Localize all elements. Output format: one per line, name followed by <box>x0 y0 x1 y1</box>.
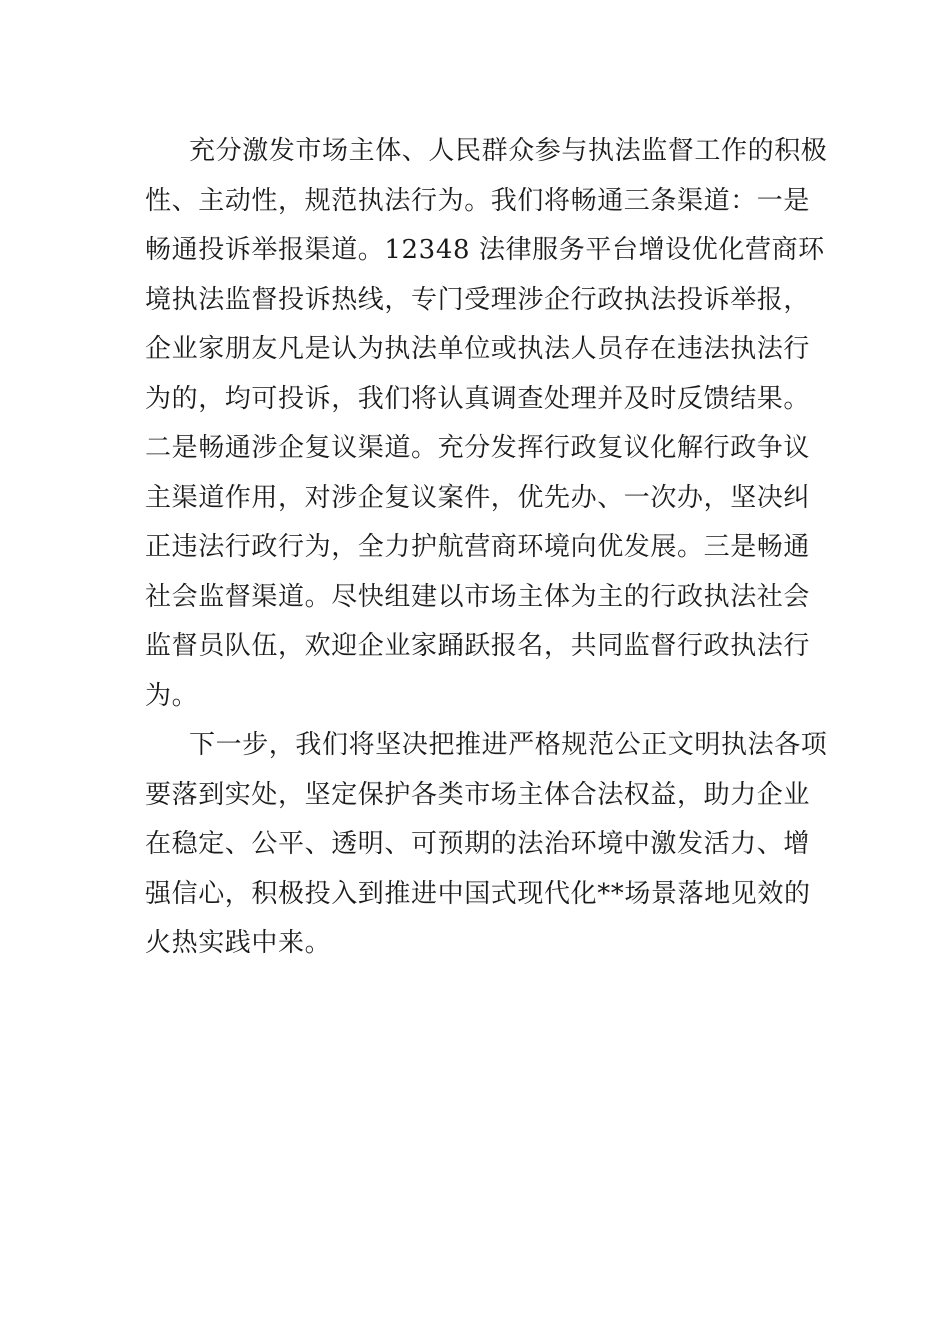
text-line: 下一步，我们将坚决把推进严格规范公正文明执法各项 <box>189 730 828 760</box>
text-line: 为的，均可投诉，我们将认真调查处理并及时反馈结果。 <box>145 383 811 414</box>
text-line: 性、主动性，规范执法行为。我们将畅通三条渠道：一是 <box>145 185 811 216</box>
text-line: 二是畅通涉企复议渠道。充分发挥行政复议化解行政争议 <box>145 433 811 463</box>
text-line: 社会监督渠道。尽快组建以市场主体为主的行政执法社会 <box>145 581 811 612</box>
text-line: 主渠道作用，对涉企复议案件，优先办、一次办，坚决纠 <box>145 482 811 513</box>
text-line: 正违法行政行为，全力护航营商环境向优发展。三是畅通 <box>145 532 811 562</box>
paragraph-1 <box>145 127 828 721</box>
text-line: 火热实践中来。 <box>145 928 332 958</box>
document-body <box>145 127 828 969</box>
text-line: 监督员队伍，欢迎企业家踊跃报名，共同监督行政执法行 <box>145 631 811 661</box>
text-line: 在稳定、公平、透明、可预期的法治环境中激发活力、增 <box>145 829 811 859</box>
paragraph-2 <box>145 721 828 969</box>
text-line: 境执法监督投诉热线，专门受理涉企行政执法投诉举报， <box>145 284 811 315</box>
text-line: 要落到实处，坚定保护各类市场主体合法权益，助力企业 <box>145 779 811 810</box>
text-line: 为。 <box>145 680 199 711</box>
text-line: 畅通投诉举报渠道。12348 法律服务平台增设优化营商环 <box>145 235 825 265</box>
text-line: 企业家朋友凡是认为执法单位或执法人员存在违法执法行 <box>145 334 811 364</box>
text-line: 强信心，积极投入到推进中国式现代化**场景落地见效的 <box>145 878 811 909</box>
text-line: 充分激发市场主体、人民群众参与执法监督工作的积极 <box>189 136 828 166</box>
